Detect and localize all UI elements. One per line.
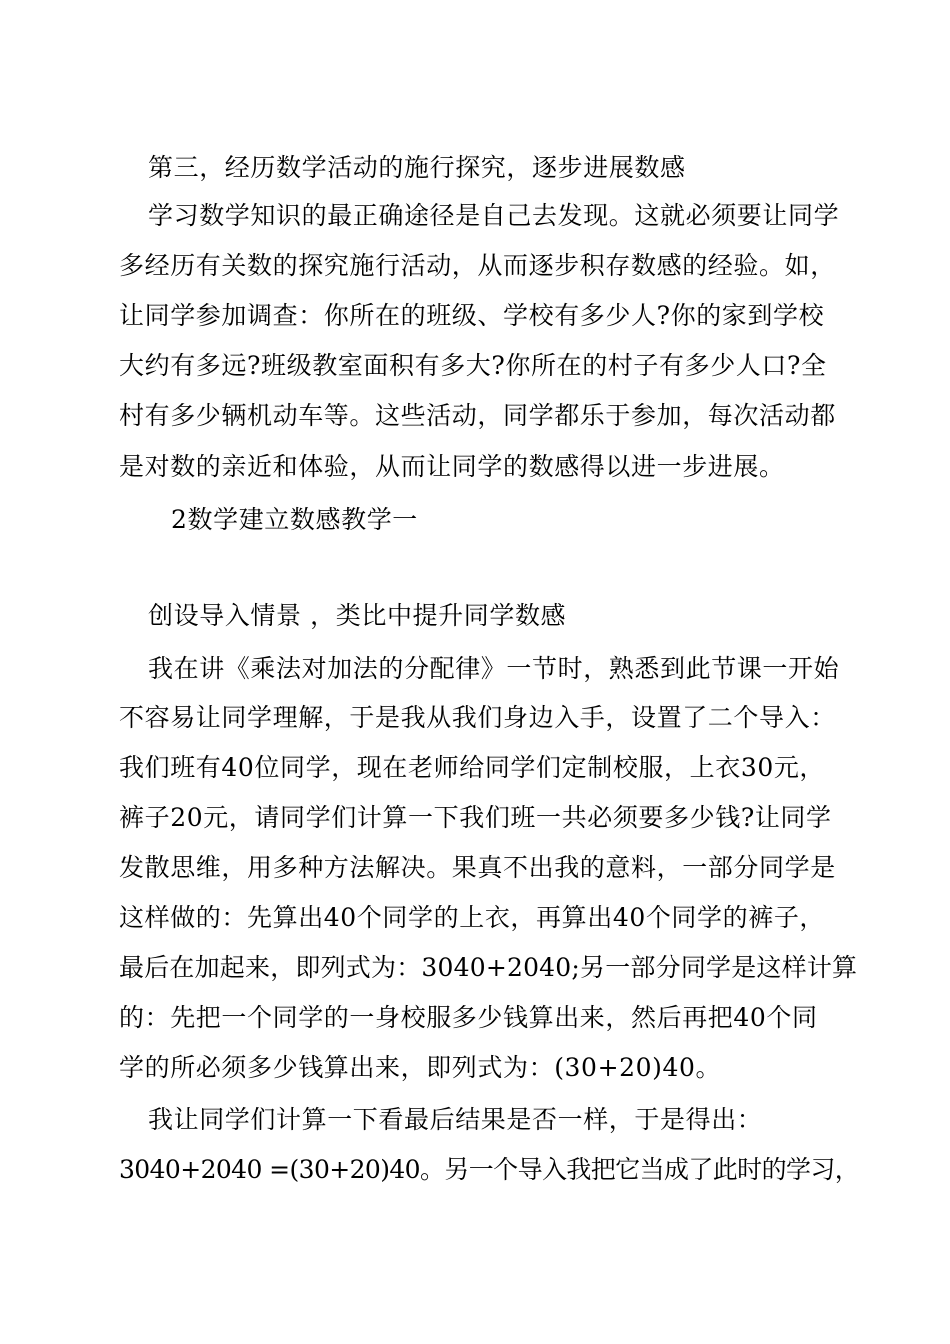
paragraph-line: 我让同学们计算一下看最后结果是否一样，于是得出：	[148, 1105, 763, 1134]
paragraph-line: 我们班有40位同学，现在老师给同学们定制校服，上衣30元，	[119, 753, 826, 782]
paragraph-line: 大约有多远?班级教室面积有多大?你所在的村子有多少人口?全	[119, 351, 827, 380]
paragraph-line: 的：先把一个同学的一身校服多少钱算出来，然后再把40个同	[119, 1003, 818, 1032]
paragraph-line: 3040+2040 =(30+20)40。另一个导入我把它当成了此时的学习，	[119, 1155, 860, 1184]
paragraph-line: 学习数学知识的最正确途径是自己去发现。这就必须要让同学	[148, 201, 840, 230]
paragraph-line: 裤子20元，请同学们计算一下我们班一共必须要多少钱?让同学	[119, 803, 832, 832]
section-heading: 第三，经历数学活动的施行探究，逐步进展数感	[148, 153, 686, 182]
paragraph-line: 我在讲《乘法对加法的分配律》一节时，熟悉到此节课一开始	[148, 654, 840, 683]
paragraph-line: 让同学参加调查：你所在的班级、学校有多少人?你的家到学校	[119, 301, 825, 330]
paragraph-line: 多经历有关数的探究施行活动，从而逐步积存数感的经验。如，	[119, 251, 836, 280]
section-title: 2数学建立数感教学一	[171, 505, 418, 534]
paragraph-line: 村有多少辆机动车等。这些活动，同学都乐于参加，每次活动都	[119, 401, 836, 430]
paragraph-line: 最后在加起来，即列式为：3040+2040;另一部分同学是这样计算	[119, 953, 858, 982]
paragraph-line: 是对数的亲近和体验，从而让同学的数感得以进一步进展。	[119, 452, 785, 481]
paragraph-line: 这样做的：先算出40个同学的上衣，再算出40个同学的裤子，	[119, 903, 826, 932]
section-subheading: 创设导入情景 ，类比中提升同学数感	[148, 601, 567, 630]
paragraph-line: 不容易让同学理解，于是我从我们身边入手，设置了二个导入：	[119, 703, 836, 732]
paragraph-line: 发散思维，用多种方法解决。果真不出我的意料，一部分同学是	[119, 853, 836, 882]
paragraph-line: 学的所必须多少钱算出来，即列式为：(30+20)40。	[119, 1053, 722, 1082]
